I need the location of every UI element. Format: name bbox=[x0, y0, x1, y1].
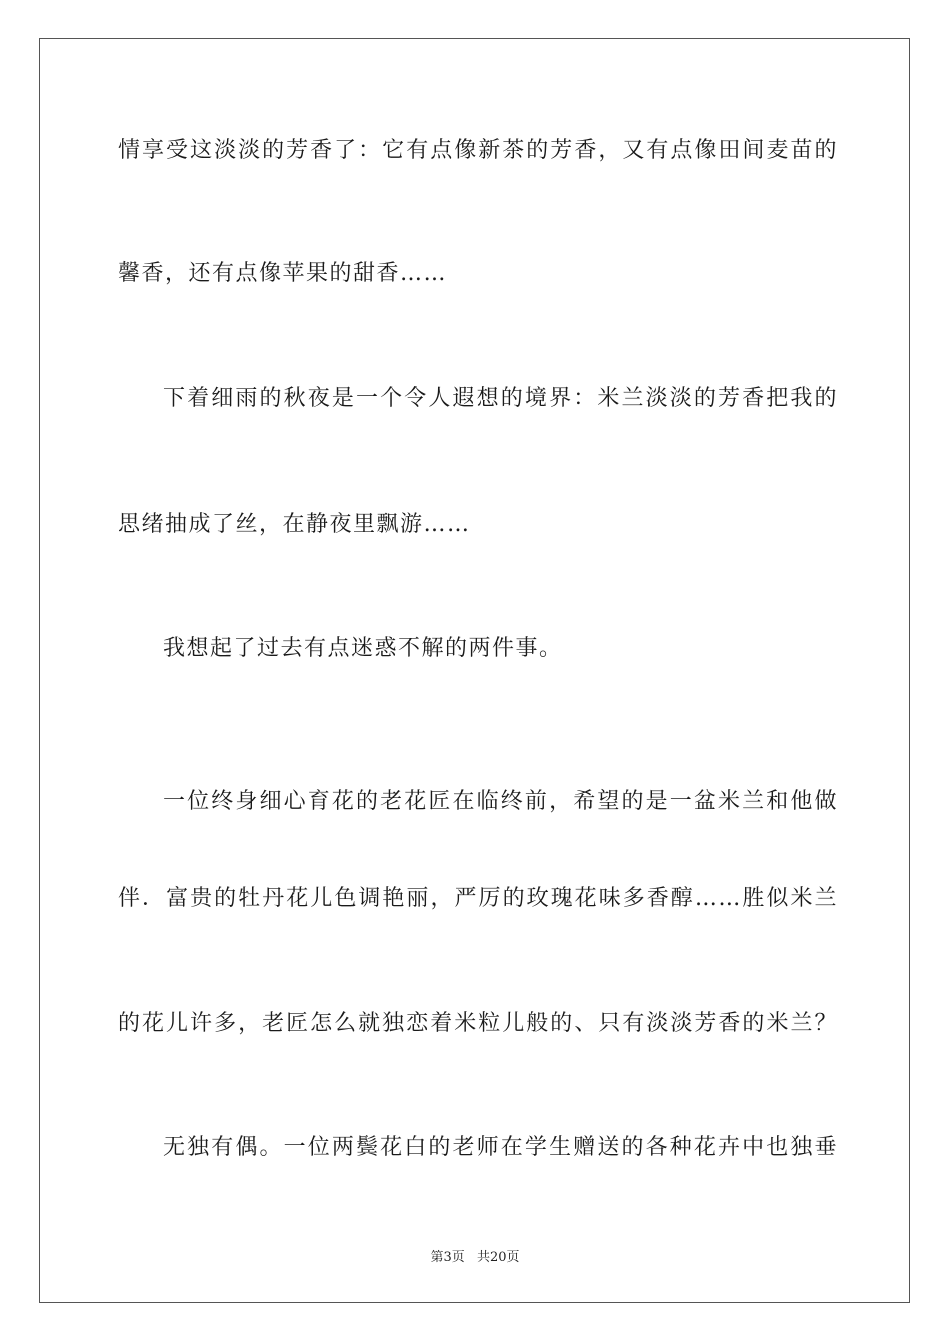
paragraph-line: 的花儿许多，老匠怎么就独恋着米粒儿般的、只有淡淡芳香的米兰？ bbox=[118, 1011, 838, 1036]
paragraph-line: 我想起了过去有点迷惑不解的两件事。 bbox=[163, 636, 563, 661]
paragraph-line: 一位终身细心育花的老花匠在临终前，希望的是一盆米兰和他做 bbox=[163, 789, 838, 814]
page-frame bbox=[39, 38, 910, 1303]
paragraph-line: 思绪抽成了丝，在静夜里飘游…… bbox=[118, 512, 471, 537]
paragraph-line: 伴．富贵的牡丹花儿色调艳丽，严厉的玫瑰花味多香醇……胜似米兰 bbox=[118, 886, 838, 911]
page-footer bbox=[0, 1246, 950, 1265]
paragraph-line: 下着细雨的秋夜是一个令人遐想的境界：米兰淡淡的芳香把我的 bbox=[163, 386, 838, 411]
paragraph-line: 馨香，还有点像苹果的甜香…… bbox=[118, 261, 448, 286]
page-number: 第3页 bbox=[430, 1250, 465, 1265]
paragraph-line: 情享受这淡淡的芳香了：它有点像新茶的芳香，又有点像田间麦苗的 bbox=[118, 138, 838, 163]
page-total: 共20页 bbox=[476, 1250, 520, 1265]
paragraph-line: 无独有偶。一位两鬓花白的老师在学生赠送的各种花卉中也独垂 bbox=[163, 1135, 838, 1160]
